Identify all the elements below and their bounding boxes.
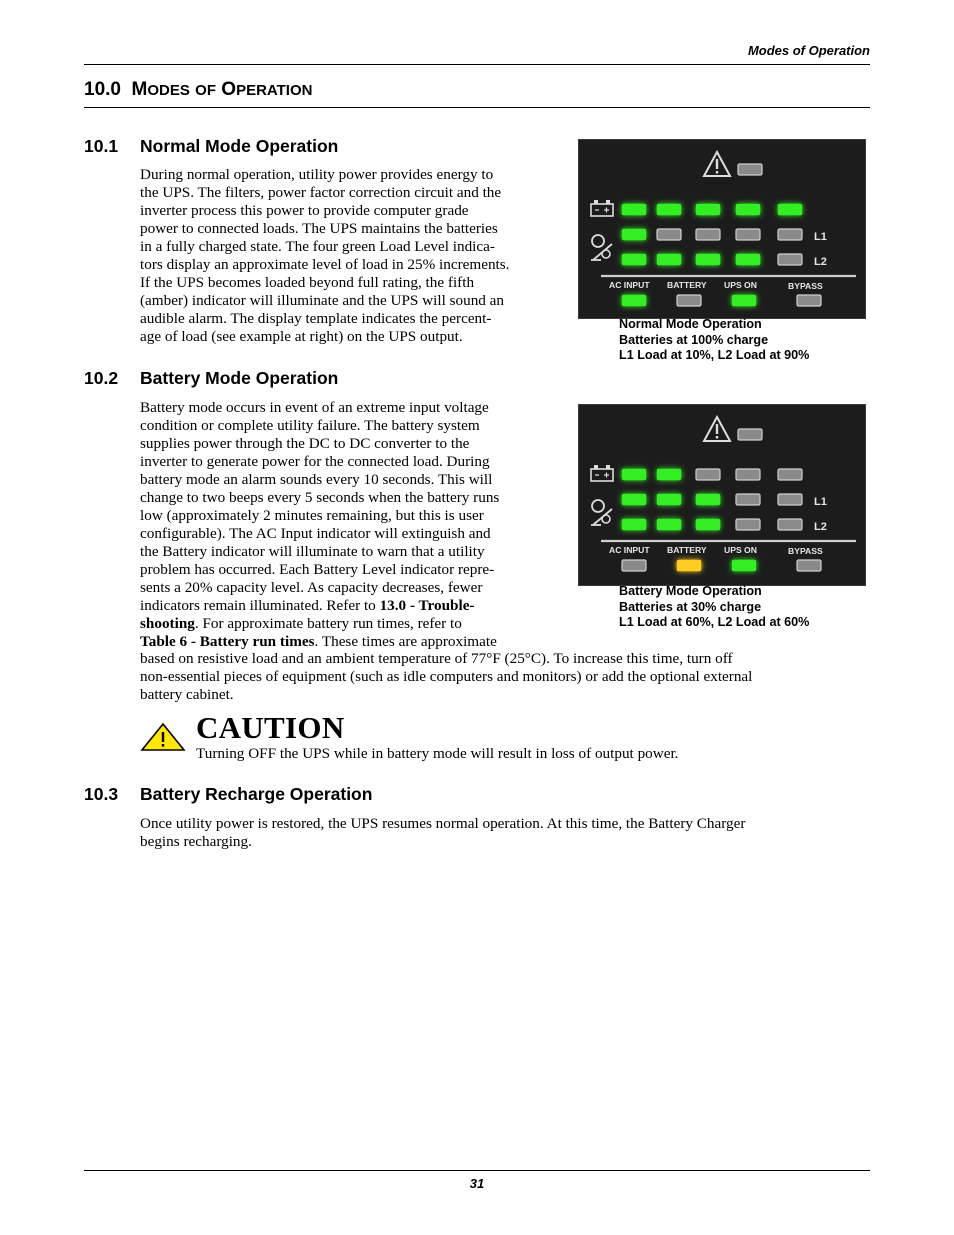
l1-load-led <box>622 494 646 505</box>
l2-load-led <box>696 254 720 265</box>
battery-level-led <box>657 469 681 480</box>
text-line: based on resistive load and an ambient temperature of 77°F (25°C). To increase this time, turn off <box>140 650 733 667</box>
battery-level-led <box>622 469 646 480</box>
l2-load-led <box>778 519 802 530</box>
l1-load-led <box>778 494 802 505</box>
l2-load-led <box>622 519 646 530</box>
display-panel-battery <box>578 404 866 586</box>
l2-load-led <box>696 519 720 530</box>
battery-level-led <box>696 204 720 215</box>
text-line: inverter process this power to provide computer grade <box>140 202 469 219</box>
battery-label: BATTERY <box>667 545 707 555</box>
l2-load-led <box>622 254 646 265</box>
warning-triangle-icon <box>140 722 186 757</box>
alarm-led <box>738 164 762 175</box>
text-line: battery cabinet. <box>140 686 234 703</box>
text-line: age of load (see example at right) on the UPS output. <box>140 328 463 345</box>
l2-load-led <box>657 254 681 265</box>
heading-10-1: 10.1 Normal Mode Operation <box>84 136 339 156</box>
l2-load-led <box>736 519 760 530</box>
ups-on-label: UPS ON <box>724 280 757 290</box>
text-line: sents a 20% capacity level. As capacity decreases, fewer <box>140 579 483 596</box>
l1-load-led <box>657 494 681 505</box>
alarm-warning-icon <box>704 152 730 176</box>
bypass-led <box>797 295 821 306</box>
caution-title: CAUTION <box>196 710 345 745</box>
l1-load-led <box>736 494 760 505</box>
battery-icon <box>591 465 613 481</box>
l1-label: L1 <box>814 496 827 508</box>
bypass-label: BYPASS <box>788 281 823 291</box>
battery-level-led <box>657 204 681 215</box>
text-line: tors display an approximate level of load in 25% increments. <box>140 256 510 273</box>
ac-input-led <box>622 560 646 571</box>
caution-text: Turning OFF the UPS while in battery mode will result in loss of output power. <box>196 745 679 762</box>
l1-load-led <box>657 229 681 240</box>
display-panel-normal <box>578 139 866 319</box>
text-line: begins recharging. <box>140 833 252 850</box>
section-rule <box>84 107 870 108</box>
text-line: audible alarm. The display template indicates the percent- <box>140 310 492 327</box>
caption-normal: Normal Mode Operation Batteries at 100% charge L1 Load at 10%, L2 Load at 90% <box>619 317 810 362</box>
text-line: problem has occurred. Each Battery Level indicator repre- <box>140 561 495 578</box>
para-10-1 <box>140 166 580 346</box>
l1-load-led <box>778 229 802 240</box>
l1-load-led <box>622 229 646 240</box>
heading-10-3: 10.3 Battery Recharge Operation <box>84 784 373 804</box>
l2-label: L2 <box>814 521 827 533</box>
l2-load-led <box>657 519 681 530</box>
l1-label: L1 <box>814 231 827 243</box>
text-line: power to connected loads. The UPS maintains the batteries <box>140 220 498 237</box>
text-line: change to two beeps every 5 seconds when the battery runs <box>140 489 500 506</box>
battery-label: BATTERY <box>667 280 707 290</box>
text-line: (amber) indicator will illuminate and the UPS will sound an <box>140 292 505 309</box>
l2-load-led <box>736 254 760 265</box>
l2-label: L2 <box>814 256 827 268</box>
text-line: low (approximately 2 minutes remaining, but this is user <box>140 507 484 524</box>
text-line: During normal operation, utility power provides energy to <box>140 166 494 183</box>
battery-level-led <box>778 204 802 215</box>
load-icon <box>591 235 612 260</box>
load-icon <box>591 500 612 525</box>
l1-load-led <box>696 494 720 505</box>
ac-input-led <box>622 295 646 306</box>
para-10-3 <box>140 815 870 851</box>
l2-load-led <box>778 254 802 265</box>
text-line: non-essential pieces of equipment (such as idle computers and monitors) or add the optional external <box>140 668 753 685</box>
l1-load-led <box>736 229 760 240</box>
alarm-led <box>738 429 762 440</box>
text-line: the Battery indicator will illuminate to warn that a utility <box>140 543 485 560</box>
text-line: in a fully charged state. The four green Load Level indica- <box>140 238 495 255</box>
battery-icon <box>591 200 613 216</box>
para-10-2: Battery mode occurs in event of an extreme input voltage condition or complete utility failure. The battery system supplies power through the DC to DC converter to the inverter to generate power for the connected load. During battery mode an alarm sounds every 10 seconds. This will change to two beeps every 5 seconds when the battery runs low (approximately 2 minutes remaining, but this is user configurable). The AC Input indicator will extinguish and the Battery indicator will illuminate to warn that a utility problem has occurred. Each Battery Level indicator repre- sents a 20% capacity level. As capacity decreases, fewer indicators remain illuminated. Refer to 13.0 - Trouble- shooting. For approximate battery run times, refer to Table 6 - Battery run times. These times are approximate <box>140 399 580 651</box>
battery-level-led <box>778 469 802 480</box>
text-line: condition or complete utility failure. The battery system <box>140 417 480 434</box>
bypass-label: BYPASS <box>788 546 823 556</box>
running-header: Modes of Operation <box>747 43 870 58</box>
text-line: battery mode an alarm sounds every 10 seconds. This will <box>140 471 493 488</box>
battery-level-led <box>736 469 760 480</box>
text-line: supplies power through the DC to DC converter to the <box>140 435 470 452</box>
ups-on-led <box>732 295 756 306</box>
section-heading: 10.0 MODES OF OPERATION <box>84 79 313 100</box>
ups-on-led <box>732 560 756 571</box>
l1-load-led <box>696 229 720 240</box>
ups-on-label: UPS ON <box>724 545 757 555</box>
text-line: configurable). The AC Input indicator will extinguish and <box>140 525 491 542</box>
heading-10-2: 10.2 Battery Mode Operation <box>84 368 339 388</box>
text-line: inverter to generate power for the connected load. During <box>140 453 490 470</box>
battery-status-led <box>677 295 701 306</box>
alarm-warning-icon <box>704 417 730 441</box>
bypass-led <box>797 560 821 571</box>
ac-input-label: AC INPUT <box>609 545 650 555</box>
header-rule <box>84 64 870 65</box>
battery-level-led <box>696 469 720 480</box>
text-line: the UPS. The filters, power factor correction circuit and the <box>140 184 502 201</box>
page-number: 31 <box>469 1176 485 1191</box>
text-line: Battery mode occurs in event of an extreme input voltage <box>140 399 489 416</box>
battery-level-led <box>736 204 760 215</box>
battery-status-led <box>677 560 701 571</box>
caption-battery: Battery Mode Operation Batteries at 30% charge L1 Load at 60%, L2 Load at 60% <box>619 584 810 629</box>
footer-rule <box>84 1170 870 1171</box>
ac-input-label: AC INPUT <box>609 280 650 290</box>
battery-level-led <box>622 204 646 215</box>
text-line: If the UPS becomes loaded beyond full rating, the fifth <box>140 274 475 291</box>
para-10-2-continued <box>140 650 870 704</box>
text-line: Once utility power is restored, the UPS resumes normal operation. At this time, the Battery Charger <box>140 815 746 832</box>
